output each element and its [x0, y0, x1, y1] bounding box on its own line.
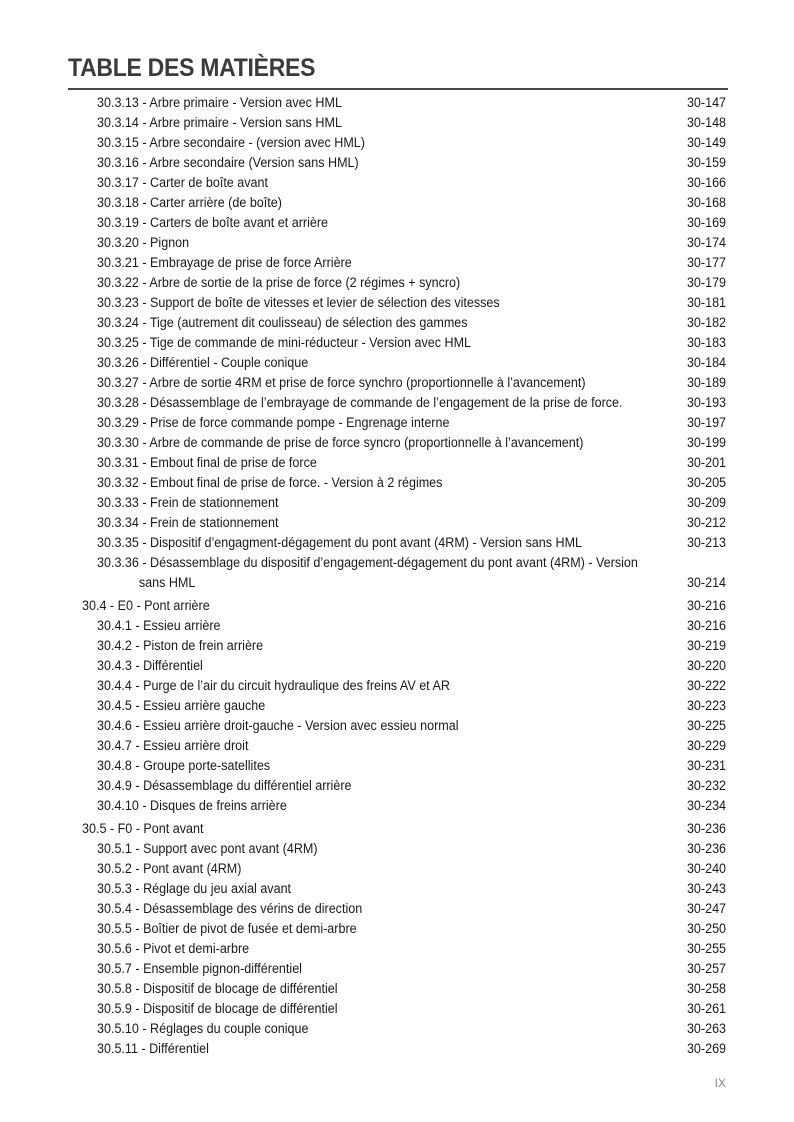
toc-entry[interactable]	[0, 879, 794, 899]
toc-entry-page: 30-183	[686, 335, 726, 350]
toc-entry[interactable]	[0, 293, 794, 313]
toc-entry-label: 30.3.34 - Frein de stationnement	[97, 515, 279, 530]
toc-entry[interactable]	[0, 676, 794, 696]
toc-entry-page: 30-269	[686, 1041, 726, 1056]
toc-entry-page: 30-263	[686, 1021, 726, 1036]
toc-entry-page: 30-225	[686, 718, 726, 733]
toc-entry-page: 30-234	[686, 798, 726, 813]
toc-entry-page: 30-201	[686, 455, 726, 470]
toc-entry[interactable]	[0, 533, 794, 553]
toc-entry[interactable]	[0, 433, 794, 453]
toc-entry[interactable]	[0, 736, 794, 756]
toc-entry-label: 30.4.7 - Essieu arrière droit	[97, 738, 249, 753]
toc-entry-label: 30.3.24 - Tige (autrement dit coulisseau) de sélection des gammes	[97, 315, 468, 330]
toc-entry-label: 30.4.6 - Essieu arrière droit-gauche - Version avec essieu normal	[97, 718, 459, 733]
toc-entry-label: 30.5.2 - Pont avant (4RM)	[97, 861, 242, 876]
toc-entry-page: 30-205	[686, 475, 726, 490]
toc-entry-page: 30-149	[686, 135, 726, 150]
toc-entry-page: 30-261	[686, 1001, 726, 1016]
toc-entry-label	[97, 553, 674, 593]
toc-list	[0, 93, 794, 1059]
toc-entry[interactable]	[0, 113, 794, 133]
toc-entry-label: 30.3.25 - Tige de commande de mini-réducteur - Version avec HML	[97, 335, 472, 350]
toc-entry-label-line1: 30.3.36 - Désassemblage du dispositif d’engagement-dégagement du pont avant (4RM) - Version	[97, 555, 638, 570]
toc-entry-label: 30.3.13 - Arbre primaire - Version avec HML	[97, 95, 342, 110]
toc-section-page: 30-236	[686, 821, 726, 836]
toc-entry[interactable]	[0, 193, 794, 213]
toc-entry-page: 30-255	[686, 941, 726, 956]
toc-entry[interactable]	[0, 796, 794, 816]
toc-entry[interactable]	[0, 413, 794, 433]
toc-entry-label: 30.3.15 - Arbre secondaire - (version avec HML)	[97, 135, 365, 150]
toc-entry-page: 30-258	[686, 981, 726, 996]
toc-entry-label: 30.4.1 - Essieu arrière	[97, 618, 221, 633]
toc-entry[interactable]	[0, 313, 794, 333]
toc-entry-page: 30-219	[686, 638, 726, 653]
toc-entry[interactable]	[0, 696, 794, 716]
toc-entry-page: 30-243	[686, 881, 726, 896]
toc-entry[interactable]	[0, 1019, 794, 1039]
toc-section-page: 30-216	[686, 598, 726, 613]
toc-entry-page: 30-199	[686, 435, 726, 450]
toc-entry-page: 30-250	[686, 921, 726, 936]
toc-entry-page: 30-209	[686, 495, 726, 510]
toc-section-label: 30.5 - F0 - Pont avant	[82, 821, 204, 836]
toc-entry[interactable]	[0, 333, 794, 353]
toc-entry-label-line2: sans HML	[138, 575, 196, 590]
toc-entry[interactable]	[0, 373, 794, 393]
toc-entry-page: 30-197	[686, 415, 726, 430]
toc-entry-page: 30-147	[686, 95, 726, 110]
toc-entry-label: 30.4.4 - Purge de l’air du circuit hydraulique des freins AV et AR	[97, 678, 450, 693]
toc-entry-page: 30-179	[686, 275, 726, 290]
toc-entry[interactable]	[0, 473, 794, 493]
toc-entry[interactable]	[0, 776, 794, 796]
toc-entry-page: 30-182	[686, 315, 726, 330]
page-title: TABLE DES MATIÈRES	[68, 54, 316, 82]
toc-entry[interactable]	[0, 493, 794, 513]
toc-entry-label: 30.3.28 - Désassemblage de l’embrayage de commande de l’engagement de la prise de force.	[97, 395, 623, 410]
toc-entry[interactable]	[0, 453, 794, 473]
toc-entry-page: 30-184	[686, 355, 726, 370]
page-number: IX	[714, 1076, 726, 1090]
toc-entry-page: 30-166	[686, 175, 726, 190]
toc-entry-label: 30.5.4 - Désassemblage des vérins de direction	[97, 901, 363, 916]
toc-entry-page: 30-213	[686, 535, 726, 550]
toc-entry-label: 30.5.10 - Réglages du couple conique	[97, 1021, 309, 1036]
toc-entry-page: 30-236	[686, 841, 726, 856]
toc-entry[interactable]	[0, 253, 794, 273]
toc-section-label: 30.4 - E0 - Pont arrière	[82, 598, 210, 613]
toc-entry[interactable]	[0, 939, 794, 959]
toc-entry[interactable]	[0, 656, 794, 676]
title-rule	[68, 88, 728, 90]
toc-entry-page: 30-223	[686, 698, 726, 713]
toc-entry-page: 30-229	[686, 738, 726, 753]
toc-entry-label: 30.4.2 - Piston de frein arrière	[97, 638, 264, 653]
toc-entry-label: 30.3.27 - Arbre de sortie 4RM et prise de force synchro (proportionnelle à l’avancement)	[97, 375, 586, 390]
toc-entry-page: 30-232	[686, 778, 726, 793]
toc-entry-label: 30.3.14 - Arbre primaire - Version sans HML	[97, 115, 342, 130]
toc-entry-label: 30.3.35 - Dispositif d’engagment-dégagement du pont avant (4RM) - Version sans HML	[97, 535, 583, 550]
toc-entry-page: 30-159	[686, 155, 726, 170]
toc-entry-label: 30.3.32 - Embout final de prise de force. - Version à 2 régimes	[97, 475, 443, 490]
toc-entry-label: 30.3.26 - Différentiel - Couple conique	[97, 355, 309, 370]
toc-entry-label: 30.5.1 - Support avec pont avant (4RM)	[97, 841, 318, 856]
toc-entry-label: 30.3.30 - Arbre de commande de prise de force syncro (proportionnelle à l’avancement)	[97, 435, 584, 450]
toc-entry-page: 30-174	[686, 235, 726, 250]
toc-entry-page: 30-216	[686, 618, 726, 633]
toc-entry-label: 30.4.9 - Désassemblage du différentiel arrière	[97, 778, 352, 793]
toc-entry-page: 30-240	[686, 861, 726, 876]
toc-entry[interactable]	[0, 839, 794, 859]
toc-entry-label: 30.3.31 - Embout final de prise de force	[97, 455, 317, 470]
toc-entry-page: 30-212	[686, 515, 726, 530]
toc-entry-label: 30.3.20 - Pignon	[97, 235, 190, 250]
toc-entry-label: 30.3.21 - Embrayage de prise de force Arrière	[97, 255, 352, 270]
toc-entry-label: 30.3.16 - Arbre secondaire (Version sans HML)	[97, 155, 359, 170]
toc-entry-label: 30.3.33 - Frein de stationnement	[97, 495, 279, 510]
toc-entry[interactable]	[0, 353, 794, 373]
toc-entry-page: 30-169	[686, 215, 726, 230]
toc-entry-label: 30.3.17 - Carter de boîte avant	[97, 175, 269, 190]
toc-entry-label: 30.5.7 - Ensemble pignon-différentiel	[97, 961, 302, 976]
toc-entry-label: 30.4.8 - Groupe porte-satellites	[97, 758, 271, 773]
toc-entry[interactable]	[0, 959, 794, 979]
toc-entry-label: 30.4.10 - Disques de freins arrière	[97, 798, 287, 813]
toc-entry-label: 30.5.6 - Pivot et demi-arbre	[97, 941, 250, 956]
toc-entry-page: 30-177	[686, 255, 726, 270]
toc-entry-page: 30-231	[686, 758, 726, 773]
toc-entry[interactable]	[0, 153, 794, 173]
toc-entry-label: 30.5.5 - Boîtier de pivot de fusée et demi-arbre	[97, 921, 357, 936]
toc-entry-page: 30-220	[686, 658, 726, 673]
toc-entry[interactable]	[0, 636, 794, 656]
toc-entry-label: 30.5.11 - Différentiel	[97, 1041, 209, 1056]
toc-entry[interactable]	[0, 93, 794, 113]
toc-entry-page: 30-148	[686, 115, 726, 130]
toc-entry-label: 30.4.5 - Essieu arrière gauche	[97, 698, 266, 713]
toc-entry[interactable]	[0, 616, 794, 636]
toc-entry[interactable]	[0, 273, 794, 293]
toc-entry-page: 30-247	[686, 901, 726, 916]
toc-entry-label: 30.3.22 - Arbre de sortie de la prise de force (2 régimes + syncro)	[97, 275, 461, 290]
toc-entry-label: 30.3.29 - Prise de force commande pompe - Engrenage interne	[97, 415, 450, 430]
toc-entry[interactable]	[0, 919, 794, 939]
toc-entry-label: 30.3.18 - Carter arrière (de boîte)	[97, 195, 282, 210]
toc-entry-page: 30-189	[686, 375, 726, 390]
toc-entry[interactable]	[0, 173, 794, 193]
toc-entry-label: 30.3.19 - Carters de boîte avant et arrière	[97, 215, 329, 230]
toc-entry-page: 30-222	[686, 678, 726, 693]
toc-entry-page: 30-181	[686, 295, 726, 310]
toc-entry-label: 30.5.3 - Réglage du jeu axial avant	[97, 881, 292, 896]
toc-entry-page: 30-193	[686, 395, 726, 410]
toc-entry-page: 30-214	[686, 575, 726, 590]
toc-entry[interactable]	[0, 1039, 794, 1059]
toc-entry-label: 30.3.23 - Support de boîte de vitesses et levier de sélection des vitesses	[97, 295, 500, 310]
toc-entry-label: 30.5.9 - Dispositif de blocage de différentiel	[97, 1001, 338, 1016]
toc-entry[interactable]	[0, 513, 794, 533]
toc-entry[interactable]	[0, 899, 794, 919]
toc-entry[interactable]	[0, 213, 794, 233]
toc-section[interactable]	[0, 596, 794, 616]
toc-entry[interactable]	[0, 233, 794, 253]
toc-entry[interactable]	[0, 859, 794, 879]
toc-entry-label: 30.4.3 - Différentiel	[97, 658, 203, 673]
toc-entry[interactable]	[0, 756, 794, 776]
toc-section[interactable]	[0, 819, 794, 839]
toc-entry[interactable]	[0, 393, 794, 413]
toc-entry[interactable]	[0, 716, 794, 736]
toc-entry[interactable]	[0, 999, 794, 1019]
toc-entry[interactable]	[0, 553, 794, 593]
toc-entry[interactable]	[0, 979, 794, 999]
toc-entry-page: 30-257	[686, 961, 726, 976]
toc-entry[interactable]	[0, 133, 794, 153]
toc-entry-label: 30.5.8 - Dispositif de blocage de différentiel	[97, 981, 338, 996]
toc-entry-page: 30-168	[686, 195, 726, 210]
